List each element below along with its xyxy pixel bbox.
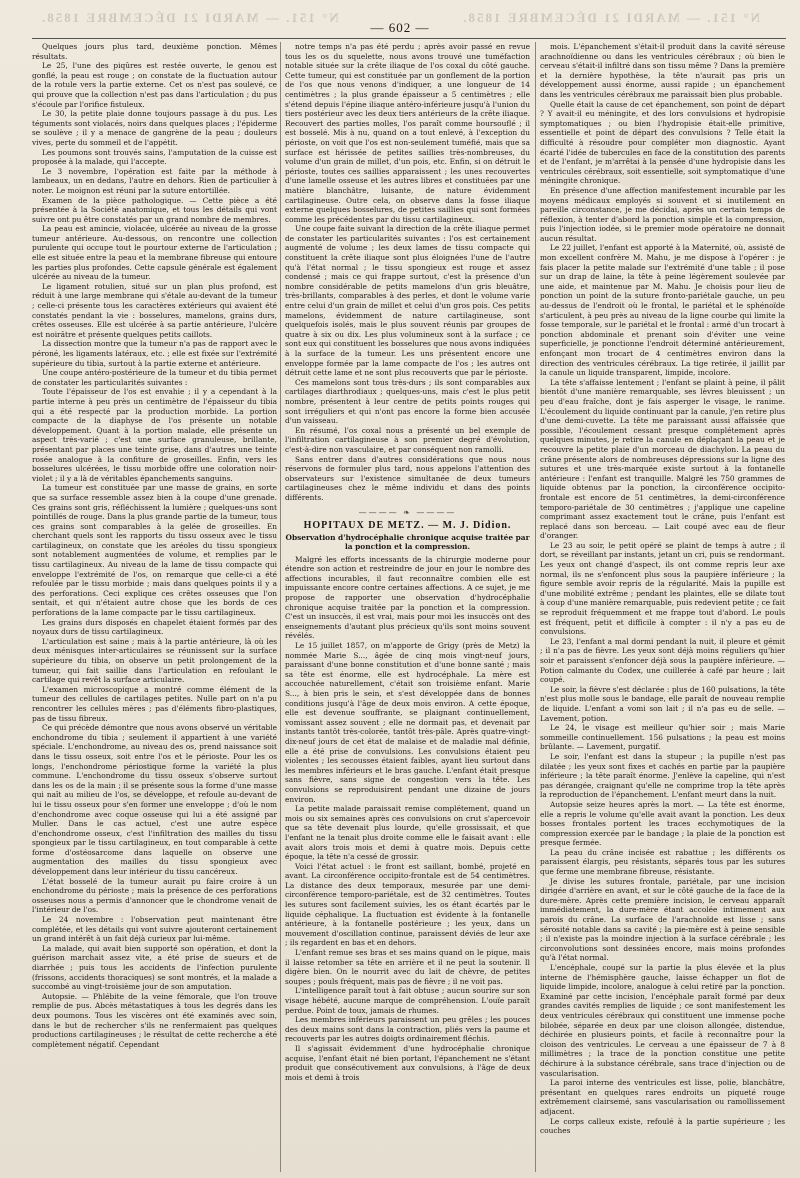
page-number: — 602 —: [370, 20, 430, 35]
paragraph: Le 24, le visage est meilleur qu'hier soir ; mais Marie sommeille continuellement. 156 pulsations ; la peau est moins brûlante. — Lavement, purgatif.: [540, 723, 785, 752]
paragraph: Malgré les efforts incessants de la chirurgie moderne pour étendre son action et restreindre de jour en jour le nombre des affections incurables, il faut reconnaître combien elle est impuissante encore contre certaines affections. A ce sujet, je me propose de rapporter une observation d'hydrocéphalie chronique acquise traitée par la ponction et la compression. C'est un insuccès, il est vrai, mais pour moi les insuccès ont des enseignements d'autant plus précieux qu'ils sont moins souvent révélés.: [285, 554, 530, 641]
paragraph: Quelle était la cause de cet épanchement, son point de départ ? Y avait-il eu méningite, et des lors convulsions et hydropisie symptomatiques ; ou bien l'hydropisie était-elle primitive, essentielle et point de départ des convulsions ? Telle était la difficulté à résoudre pour compléter mon diagnostic. Ayant écarté l'idée de tubercules en face de la constitution des parents et de l'enfant, je m'arrêtai à la pensée d'une hydropisie dans les ventricules cérébraux, soit essentielle, soit symptomatique d'une méningite chronique.: [540, 99, 785, 186]
paragraph: Le corps calleux existe, refoulé à la partie supérieure ; les couches: [540, 1116, 785, 1136]
section-divider: ———— ❧ ————: [358, 507, 457, 517]
paragraph: La malade, qui avait bien supporté son opération, et dont la guérison marchait assez vite, a été prise de sueurs et de diarrhée ; puis tous les accidents de l'infection purulente (frissons, accidents thoraciques) se sont montrés, et la malade a succombé au vingt-troisième jour de son amputation.: [32, 943, 277, 992]
paragraph: Le 22 juillet, l'enfant est apporté à la Maternité, où, assisté de mon excellent confrère M. Mahu, je me dispose à l'opérer : je fais placer la petite malade sur l'extrémité d'une table ; il pose sur un drap de laine, la tête à peine légèrement soulevée par une aide, et maintenue par M. Mahu. Je choisis pour lieu de ponction un point de la suture fronto-pariétale gauche, un peu au-dessus de l'endroit où le frontal, le pariétal et le sphénoïde s'articulent, à peu près au niveau de la ligne courbe qui limite la fosse temporale, sur le pariétal et le frontal : armé d'un trocart à ponction abdominale et prenant soin d'éviter une veine superficielle, je ponctionne l'endroit déterminé antérieurement, enfonçant mon trocart de 4 centimètres environ dans la direction des ventricules cérébraux. La tige retirée, il jaillit par la canule un liquide transparent, limpide, incolore.: [540, 243, 785, 378]
paragraph: La dissection montre que la tumeur n'a pas de rapport avec le péroné, les ligaments latéraux, etc. ; elle est fixée sur l'extrémité supérieure du tibia, surtout à la partie externe et antérieure.: [32, 339, 277, 368]
paragraph: Autopsie. — Phlébite de la veine fémorale, que l'on trouve remplie de pus. Abcès métastatiques à tous les degrés dans les deux poumons. Tous les viscères ont été examinés avec soin, dans le but de rechercher s'ils ne renfermaient pas quelques productions cartilagineuses ; le résultat de cette recherche a été complètement négatif. Cependant: [32, 991, 277, 1049]
paragraph: Je divise les sutures frontale, pariétale, par une incision dirigée d'arrière en avant, et sur le côté gauche de la face de la dure-mère. Après cette première incision, le cerveau apparaît immédiatement, la dure-mère étant accolée intimement aux parois du crâne. La surface de l'arachnoïde est lisse ; sans sérosité notable dans sa cavité ; la pie-mère est à peine sensible ; il n'existe pas la moindre injection à la surface cérébrale ; les circonvolutions sont dessinées encore, mais moins profondes qu'à l'état normal.: [540, 876, 785, 963]
column-2-text: [285, 42, 530, 503]
paragraph: Le 15 juillet 1857, on m'apporte de Grigy (près de Metz) la nommée Marie S..., âgée de cinq mois vingt-neuf jours, paraissant d'une bonne constitution et d'une bonne santé ; mais sa tête est énorme, elle est hydrocéphale. La mère est accouchée naturellement, c'était son troisième enfant. Marie S..., à bien pris le sein, et s'est développée dans de bonnes conditions jusqu'à l'âge de deux mois environ. A cette époque, elle est devenue souffrante, se plaignant continuellement, vomissant assez souvent ; elle ne dormait pas, et devenait par instants tantôt très-colorée, tantôt très-pâle. Après quatre-vingt-dix-neuf jours de cet état de malaise et de maladie mal définie, elle a été prise de convulsions. Les convulsions étaient peu violentes ; les secousses étaient faibles, ayant lieu surtout dans les membres inférieurs et le bras gauche. L'enfant était presque sans fièvre, sans signe de congestion vers la tête. Les convulsions se reproduisirent pendant une dizaine de jours environ.: [285, 641, 530, 804]
paragraph: En présence d'une affection manifestement incurable par les moyens médicaux employés si souvent et si inutilement en pareille circonstance, je me décidai, après un certain temps de réflexion, à tenter d'abord la ponction simple et la compression, puis l'injection iodée, si le premier mode opératoire ne donnait aucun résultat.: [540, 185, 785, 243]
paragraph: Sans entrer dans d'autres considérations que nous nous réservons de formuler plus tard, nous appelons l'attention des observateurs sur l'existence simultanée de deux tumeurs cartilagineuses chez le même individu et dans des points différents.: [285, 454, 530, 502]
paragraph: La petite malade paraissait remise complétement, quand un mois ou six semaines après ces convulsions on crut s'apercevoir que sa tête devenait plus lourde, qu'elle grossissait, et que l'enfant ne la tenait plus droite comme elle le faisait avant : elle avait alors trois mois et demi à quatre mois. Depuis cette époque, la tête n'a cessé de grossir.: [285, 804, 530, 862]
paragraph: La peau est amincie, violacée, ulcérée au niveau de la grosse tumeur antérieure. Au-dessous, on rencontre une collection purulente qui occupe tout le pourtour externe de l'articulation ; elle est située entre la peau et la membrane fibreuse qui entoure les parties plus profondes. Cette capsule générale est également ulcérée au niveau de la tumeur.: [32, 224, 277, 282]
paragraph: Le 25, l'une des piqûres est restée ouverte, le genou est gonflé, la peau est rouge ; on constate de la fluctuation autour de la rotule vers la partie externe. Cet os n'est pas soulevé, ce qui prouve que la collection n'est pas dans l'articulation ; du pus s'écoule par l'orifice fistuleux.: [32, 61, 277, 109]
column-1: [32, 42, 277, 1172]
paragraph: Quelques jours plus tard, deuxième ponction. Mêmes résultats.: [32, 42, 277, 61]
paragraph: Le 23 au soir, le petit opéré se plaint de temps à autre ; il dort, se réveillant par instants, jetant un cri, puis se rendormant. Les yeux ont changé d'aspect, ils ont comme repris leur axe normal, ils ne s'enfoncent plus sous la paupière inférieure ; la figure semble avoir repris de la régularité. Mais la pupille est d'une mobilité extrême ; pendant les plaintes, elle se dilate tout à coup d'une manière remarquable, puis redevient petite ; ce fait se reproduit fréquemment et me frappe tout d'abord. Le pouls est fréquent, petit et difficile à compter : il n'y a pas eu de convulsions.: [540, 540, 785, 637]
bleed-text-left: N° 151. — MARDI 21 DÉCEMBRE 1858.: [461, 10, 760, 25]
paragraph: Une coupe antéro-postérieure de la tumeur et du tibia permet de constater les particularités suivantes :: [32, 368, 277, 387]
paragraph: L'état bosselé de la tumeur aurait pu faire croire à un enchondrome du périoste ; mais la présence de ces perforations osseuses nous a permis d'annoncer que le chondrome venait de l'intérieur de l'os.: [32, 876, 277, 915]
paragraph: Le 30, la petite plaie donne toujours passage à du pus. Les téguments sont violacés, noirs dans quelques places ; l'épiderme se soulève ; il y a menace de gangrène de la peau ; douleurs vives, perte du sommeil et de l'appétit.: [32, 109, 277, 147]
column-separator: [535, 42, 536, 1172]
paragraph: Les poumons sont trouvés sains, l'amputation de la cuisse est proposée à la malade, qui l'accepte.: [32, 147, 277, 167]
paragraph: La paroi interne des ventricules est lisse, polie, blanchâtre, présentant en quelques rares endroits un piqueté rouge extrêmement clairsemé, sans vascularisation ou ramollissement adjacent.: [540, 1078, 785, 1116]
bleed-text-right: N° 151. — MARDI 21 DÉCEMBRE 1858.: [40, 10, 339, 25]
paragraph: L'enfant remue ses bras et ses mains quand on le pique, mais il laisse retomber sa tête en arrière et il ne peut la soutenir. Il digère bien. On le nourrit avec du lait de chèvre, de petites soupes ; pouls fréquent, mais pas de fièvre ; il ne voit pas.: [285, 948, 530, 986]
paragraph: Ces mamelons sont tous très-durs ; ils sont comparables aux cartilages diarthrodiaux ; quelques-uns, mais c'est le plus petit nombre, présentent à leur centre de petits points rouges qui sont irréguliers et qui n'ont pas encore la forme bien accusée d'un vaisseau.: [285, 377, 530, 426]
paragraph: Examen de la pièce pathologique. — Cette pièce a été présentée à la Société anatomique, et tous les détails qui vont suivre ont pu être constatés par un grand nombre de membres.: [32, 195, 277, 224]
paragraph: notre temps n'a pas été perdu ; après avoir passé en revue tous les os du squelette, nous avons trouvé une tuméfaction notable située sur la crête iliaque de l'os coxal du côté gauche. Cette tumeur, qui est constituée par un gonflement de la portion de l'os que nous venons d'indiquer, a une longueur de 14 centimètres ; la plus grande épaisseur a 5 centimètres ; elle s'étend depuis l'épine iliaque antéro-inférieure jusqu'à l'union du tiers postérieur avec les deux tiers antérieurs de la crête iliaque. Recouvert des parties molles, l'os paraît comme boursouflé ; il est bosselé. Mis à nu, quand on a tout enlevé, à l'exception du périoste, on voit que l'os est non-seulement tuméfié, mais que sa surface est hérissée de petites saillies très-nombreuses, du volume d'un grain de millet, d'un pois, etc. Enfin, si on détruit le périoste, toutes ces saillies apparaissent ; les unes recouvertes d'une lamelle osseuse et les autres libres et constituées par une matière blanchâtre, luisante, de nature évidemment cartilagineuse. Outre cela, on observe dans la fosse iliaque externe quelques bosselures, de petites saillies qui sont formées comme les précédentes par du tissu cartilagineux.: [285, 42, 530, 224]
paragraph: Les grains durs disposés en chapelet étaient formés par des noyaux durs de tissu cartilagineux.: [32, 617, 277, 637]
paragraph: Le 3 novembre, l'opération est faite par la méthode à lambeaux, un en dedans, l'autre en dehors. Rien de particulier à noter. Le moignon est réuni par la suture entortillée.: [32, 166, 277, 195]
paragraph: Ce qui précède démontre que nous avons observé un véritable enchondrome du tibia ; seulement il appartient à une variété spéciale. L'enchondrome, au niveau des os, prend naissance soit dans le tissu osseux, soit entre l'os et le périoste. Pour les os longs, l'enchondrome périostique forme la variété la plus commune. L'enchondrome du tissu osseux s'observe surtout dans les os de la main ; il se présente sous la forme d'une masse qui naît au milieu de l'os, se développe, et refoule au-devant de lui le tissu osseux pour s'en former une enveloppe ; d'où le nom d'enchondrome avec coque osseuse qui lui a été assigné par Muller. Dans le cas actuel, c'est une autre espèce d'enchondrome osseux, c'est l'infiltration des mailles du tissu spongieux par le tissu cartilagineux, en tout comparable à cette forme d'ostéosarcome dans laquelle on observe une augmentation des mailles du tissu spongieux avec développement dans leur intérieur du tissu cancéreux.: [32, 723, 277, 877]
paragraph: Le 24 novembre : l'observation peut maintenant être complétée, et les détails qui vont suivre ajouteront certainement un grand intérêt à un fait déjà curieux par lui-même.: [32, 915, 277, 944]
paragraph: Le ligament rotulien, situé sur un plan plus profond, est réduit à une large membrane qui s'étale au-devant de la tumeur ; celle-ci présente tous les caractères extérieurs qui avaient été constatés pendant la vie : bosselures, mamelons, grains durs, crêtes osseuses. Elle est ulcérée à sa partie antérieure, l'ulcère est noirâtre et présente quelques petits caillots.: [32, 281, 277, 339]
column-separator: [280, 42, 281, 1172]
paragraph: Toute l'épaisseur de l'os est envahie ; il y a cependant à la partie interne à peu près un centimètre de l'épaisseur du tibia qui a été respecté par la production morbide. La portion compacte de la diaphyse de l'os présente un notable développement. Quant à la portion malade, elle présente un aspect très-varié ; c'est une surface granuleuse, brillante, présentant par places une teinte grise, dans d'autres une teinte rosée analogue à la confiture de groseilles. Enfin, vers les bosselures ulcérées, le tissu morbide offre une coloration noir-violet ; il y a là de véritables épanchements sanguins.: [32, 387, 277, 483]
section-title: HOPITAUX DE METZ. — M. J. Didion.: [303, 520, 512, 532]
paragraph: La tête s'affaisse lentement ; l'enfant se plaint à peine, il pâlit bientôt d'une manière remarquable, ses lèvres bleuissent ; un peu d'eau fraîche, dont je fais asperger le visage, le ranime. L'écoulement du liquide continuant par la canule, j'en retire plus d'une demi-cuvette. La tête me paraissant aussi affaissée que possible, l'écoulement cessant presque complétement après quelques minutes, je retire la canule en déplaçant la peau et je recouvre la petite plaie d'un morceau de diachylon. La peau du crâne présente alors de nombreuses dépressions sur la ligne des sutures et une très-marquée existe surtout à la fontanelle antérieure : l'enfant est tranquille. Malgré les 750 grammes de liquide obtenus par la ponction, la circonférence occipito-frontale est encore de 51 centimètres, la demi-circonférence temporo-pariétale de 30 centimètres ; j'applique une capeline comprimant assez exactement tout le crâne, puis l'enfant est replacé dans son berceau. — Lait coupé avec eau de fleur d'oranger.: [540, 377, 785, 541]
section-body: [285, 555, 530, 1083]
paragraph: Le soir, l'enfant est dans la stupeur ; la pupille n'est pas dilatée ; les yeux sont fixes et cachés en partie par la paupière inférieure ; la tête paraît énorme. J'enlève la capeline, qui n'est pas dérangée, craignant qu'elle ne comprime trop la tête après la reproduction de l'épanchement. L'enfant meurt dans la nuit.: [540, 751, 785, 800]
paragraph: L'intelligence paraît tout à fait obtuse ; aucun sourire sur son visage hébété, aucune marque de compréhension. L'ouïe paraît perdue. Point de toux, jamais de rhumes.: [285, 986, 530, 1015]
paragraph: En résumé, l'os coxal nous a présenté un bel exemple de l'infiltration cartilagineuse à son premier degré d'évolution, c'est-à-dire non vasculaire, et par conséquent non ramolli.: [285, 425, 530, 454]
column-2: [285, 42, 530, 1172]
paragraph: Voici l'état actuel : le front est saillant, bombé, projeté en avant. La circonférence occipito-frontale est de 54 centimètres. La distance des deux temporaux, mesurée par une demi-circonférence temporo-pariétale, est de 32 centimètres. Toutes les sutures sont facilement suivies, les os étant écartés par le liquide céphalique. La fluctuation est évidente à la fontanelle antérieure, à la fontanelle postérieure ; les yeux, dans un mouvement d'oscillation continue, paraissent déviés de leur axe ; ils regardent en bas et en dehors.: [285, 861, 530, 948]
paragraph: La tumeur est constituée par une masse de grains, en sorte que sa surface ressemble assez bien à la coupe d'une grenade. Ces grains sont gris, réfléchissent la lumière ; quelques-uns sont pointillés de rouge. Dans la plus grande partie de la tumeur, tous ces grains sont comparables à la gelée de groseilles. En cherchant quels sont les rapports du tissu osseux avec le tissu cartilagineux, on constate que les aréoles du tissu spongieux sont notablement augmentées de volume, et remplies par le tissu cartilagineux. Au niveau de la lame de tissu compacte qui enveloppe l'extrémité de l'os, on remarque que celle-ci a été refoulée par le tissu morbide ; mais dans quelques points il y a des perforations. Ceci explique ces crêtes osseuses que l'on sentait, et qui n'étaient autre chose que les bords de ces perforations de la lame compacte par le tissu cartilagineux.: [32, 483, 277, 618]
paragraph: mois. L'épanchement s'était-il produit dans la cavité séreuse arachnoïdienne ou dans les ventricules cérébraux ; où bien le cerveau s'était-il infiltré dans son tissu même ? Dans la première et la dernière hypothèse, la tête n'aurait pas pris un développement aussi énorme, aussi rapide ; un épanchement dans les ventricules cérébraux me paraissait bien plus probable.: [540, 42, 785, 99]
header-rule: [32, 38, 786, 39]
column-3: [540, 42, 785, 1172]
paragraph: Il s'agissait évidemment d'une hydrocéphalie chronique acquise, l'enfant était né bien portant, l'épanchement ne s'étant produit que consécutivement aux convulsions, à l'âge de deux mois et demi à trois: [285, 1043, 530, 1082]
paragraph: L'articulation est saine ; mais à la partie antérieure, là où les deux ménisques inter-articulaires se réunissent sur la surface supérieure du tibia, on observe un petit prolongement de la tumeur, qui fait saillie dans l'articulation en refoulant le cartilage qui revêt la surface articulaire.: [32, 636, 277, 685]
paragraph: L'encéphale, coupé sur la partie la plus élevée et la plus interne de l'hémisphère gauche, laisse échapper un flot de liquide limpide, incolore, analogue à celui retiré par la ponction. Examiné par cette incision, l'encéphale paraît formé par deux grandes cavités remplies de liquide ; ce sont manifestement les deux ventricules cérébraux qui constituent une immense poche bilobée, séparée en deux par une cloison allongée, distendue, déchirée en plusieurs points, et facile à reconnaître pour la cloison des ventricules. Le cerveau a une épaisseur de 7 à 8 millimètres ; la trace de la ponction constitue une petite déchirure à la substance cérébrale, sans trace d'injection ou de vascularisation.: [540, 963, 785, 1078]
paragraph: L'examen microscopique a montré comme élément de la tumeur des cellules de cartilages petites. Nulle part on n'a pu rencontrer les cellules mères ; pas d'éléments fibro-plastiques, pas de tissu fibreux.: [32, 684, 277, 723]
paragraph: Les membres inférieurs paraissent un peu grêles ; les pouces des deux mains sont dans la contraction, pliés vers la paume et recouverts par les autres doigts ordinairement fléchis.: [285, 1015, 530, 1044]
paragraph: Le soir, la fièvre s'est déclarée : plus de 160 pulsations, la tête n'est plus molle sous le bandage, elle paraît de nouveau remplie de liquide. L'enfant a vomi son lait ; il n'a pas eu de selle. — Lavement, potion.: [540, 684, 785, 723]
paragraph: Autopsie seize heures après la mort. — La tête est énorme, elle a repris le volume qu'elle avait avant la ponction. Les deux bosses frontales portent les traces ecchymotiques de la compression exercée par le bandage ; la plaie de la ponction est presque fermée.: [540, 799, 785, 848]
paragraph: La peau du crâne incisée est rabattue ; les différents os paraissent élargis, peu résistants, séparés tous par les sutures que ferme une membrane fibreuse, résistante.: [540, 847, 785, 877]
section-subtitle: Observation d'hydrocéphalie chronique acquise traitée par la ponction et la compression.: [285, 532, 530, 551]
paragraph: Une coupe faite suivant la direction de la crête iliaque permet de constater les particularités suivantes : l'os est certainement augmenté de volume ; les deux lames de tissu compacte qui constituent la crête iliaque sont plus éloignées l'une de l'autre qu'à l'état normal ; le tissu spongieux est rouge et assez condensé ; mais ce qui frappe surtout, c'est la présence d'un nombre considérable de petits mamelons d'un gris bleuâtre, très-brillants, comparables à des perles, et dont le volume varie entre celui d'un grain de millet et celui d'un gros pois. Ces petits mamelons, évidemment de nature cartilagineuse, sont quelquefois isolés, mais le plus souvent réunis par groupes de quatre à six ou dix. Les plus volumineux sont à la surface ; ce sont eux qui constituent les bosselures que nous avons indiquées à la surface de la tumeur. Les uns présentent encore une enveloppe formée par la lame compacte de l'os ; les autres ont détruit cette lame et ne sont plus recouverts que par le périoste.: [285, 224, 530, 378]
paragraph: Le 23, l'enfant a mal dormi pendant la nuit, il pleure et gémit ; il n'a pas de fièvre. Les yeux sont déjà moins réguliers qu'hier soir et paraissent s'enfoncer déjà sous la paupière inférieure. — Potion calmante du Codex, une cuillerée à café par heure ; lait coupé.: [540, 636, 785, 685]
